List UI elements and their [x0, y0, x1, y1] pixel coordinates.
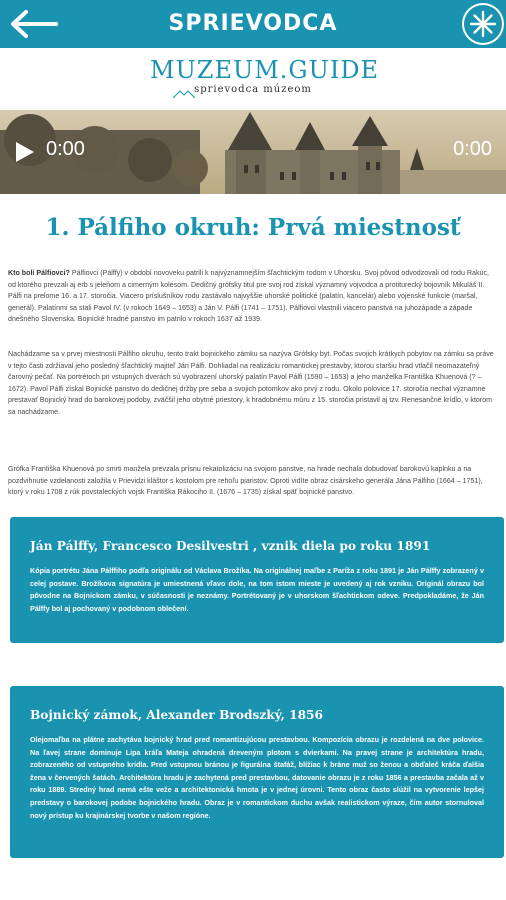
paragraph-3: Grófka Františka Khuenová po smrti manžela prevzala prísnu rekatolizáciu na svojom panstve, na hrade nechala dobudovať barokovú kaplnku a na pozdvihnutie vzdelanosti založila v Prievidzi kláštor s kostolom pre rehoľu piaristov. Oproti vidíte obraz cisárskeho generála Jána Pálfiho (1664 – 1751), ktorý v roku 1708 z rúk povstaleckých vojsk Františka Rákociho II. (1676 – 1735) získal späť bojnické panstvo.: [8, 465, 483, 496]
intro-paragraph: [8, 268, 498, 326]
menu-button[interactable]: [462, 3, 504, 45]
logo-flourish-icon: [172, 88, 196, 100]
card-title: Ján Pálffy, Francesco Desilvestri , vznik diela po roku 1891: [30, 539, 431, 553]
play-icon: [12, 140, 36, 164]
museum-guide-logo: [150, 56, 380, 106]
card-text: Olejomaľba na plátne zachytáva bojnický hrad pred romantizujúcou prestavbou. Kompozícia obrazu je rozdelená na dve polovice. Na ľavej strane dominuje Lipa kráľa Mateja ohradená dreveným plotom s dvierkami. Na pravej strane je architektúra hradu, zobrazeného od vstupného krídla. Pred vstupnou bránou je figurálna štafáž, blížiac k bráne muž so ženou a obďaleč kráča ďalšia žena v červených šatách. Architektúra hradu je zachytená pred prestavbou, datovanie obrazu je z roku 1856 a prestavba začala až v roku 1889. Stredný hrad nemá ešte veže a architektonická hmota je v jednej úrovni. Tento obraz často slúžil na vytvorenie lepšej predstavy o barokovej podobe bojnického hradu. Obraz je v romantickom duchu avšak realistickom výraze, čím autor stornuloval nový prístup ku krajinárskej tvorbe v našom regióne.: [30, 735, 484, 820]
arrow-left-icon: [8, 6, 60, 42]
logo-subtitle: sprievodca múzeom: [194, 84, 312, 95]
play-button[interactable]: [12, 140, 36, 164]
paragraph-2: Nachádzame sa v prvej miestnosti Pálfiho okruhu, tento trakt bojnického zámku sa nazýva Grófsky byt. Počas svojich krátkych pobytov na zámku sa práve v tejto časti zdržiaval jeho posledný šľachtický majiteľ Ján Pálfi. Dohliadal na realizáciu romantickej prestavby, ktorou staršiu hrad vtlačil neomazateľný čarovný pečať. Na portrétoch pri vstupných dverách sú vyobrazení uhorský palatín Pavol Pálfi (1590 – 1653) a jeho manželka Františka Khuenová (? – 1672). Pavol Pálfi získal Bojnické panstvo do dedičnej držby pre seba a svojich potomkov ako prvý z rodu. Okolo polovice 17. storočia nechal významne prestavať Bojnický hrad do barokovej podoby, zväčšil jeho obytné priestory, k hradobnému múru z 15. storočia pristavil aj tzv. Renesančné krídlo, v ktorom sa nachádzame.: [8, 350, 494, 416]
logo-title: MUZEUM.GUIDE: [150, 56, 380, 84]
artwork-card[interactable]: [10, 517, 504, 643]
artwork-card[interactable]: [10, 686, 504, 858]
page-title: 1. Pálfiho okruh: Prvá miestnosť: [45, 214, 461, 241]
intro-label: Kto boli Pálfiovci?: [8, 269, 70, 277]
asterisk-icon: [468, 9, 498, 39]
back-button[interactable]: [8, 6, 60, 42]
video-player[interactable]: [0, 110, 506, 194]
app-title: SPRIEVODCA: [168, 11, 338, 36]
app-header: [0, 0, 506, 48]
current-time: 0:00: [46, 138, 85, 160]
card-text: Kópia portrétu Jána Pálffiho podľa originálu od Václava Brožíka. Na originálnej maľbe z Paríža z roku 1891 je Ján Pálffy zobrazený v celej postave. Brožíkova signatúra je umiestnená vľavo dole, na tom istom mieste je uvedený aj rok vzniku. Originál obrazu bol pôvodne na Bojnickom zámku, v súčasnosti je neznámy. Portrétovaný je v uhorskom šľachtickom odeve. Predpokladáme, že Ján Pálffy bol aj pochovaný v podobnom oblečení.: [30, 566, 484, 613]
card-title: Bojnický zámok, Alexander Brodszký, 1856: [30, 708, 324, 722]
duration: 0:00: [453, 138, 492, 160]
intro-text: Pálfiovci (Pálffy) v období novoveku patrili k najvýznamnejším šľachtickým rodom v Uhorsku. Svoj pôvod odvodzovali od rodu Rakúc, od ktorého prevzali aj erb s jeleňom a cimerným kolesom. Dedičný grófsky titul pre svoj rod získal významný vojvodca a protiturecký bojovník Mikuláš II. Pálfi na prelome 16. a 17. storočia. Viacero príslušníkov rodu zastávalo najvyššie uhorské politické (palatín, kancelár) alebo vojenské funkcie (maršal, generál). Palatínmi sa stali Pavol IV. (v rokoch 1649 – 1653) a Ján V. Pálfi (1741 – 1751). Pálfiovci vlastnili viacero panstvá na juhozápade a západe dnešného Slovenska. Bojnické hradné panstvo im patrilo v rokoch 1637 až 1939.: [8, 269, 489, 323]
